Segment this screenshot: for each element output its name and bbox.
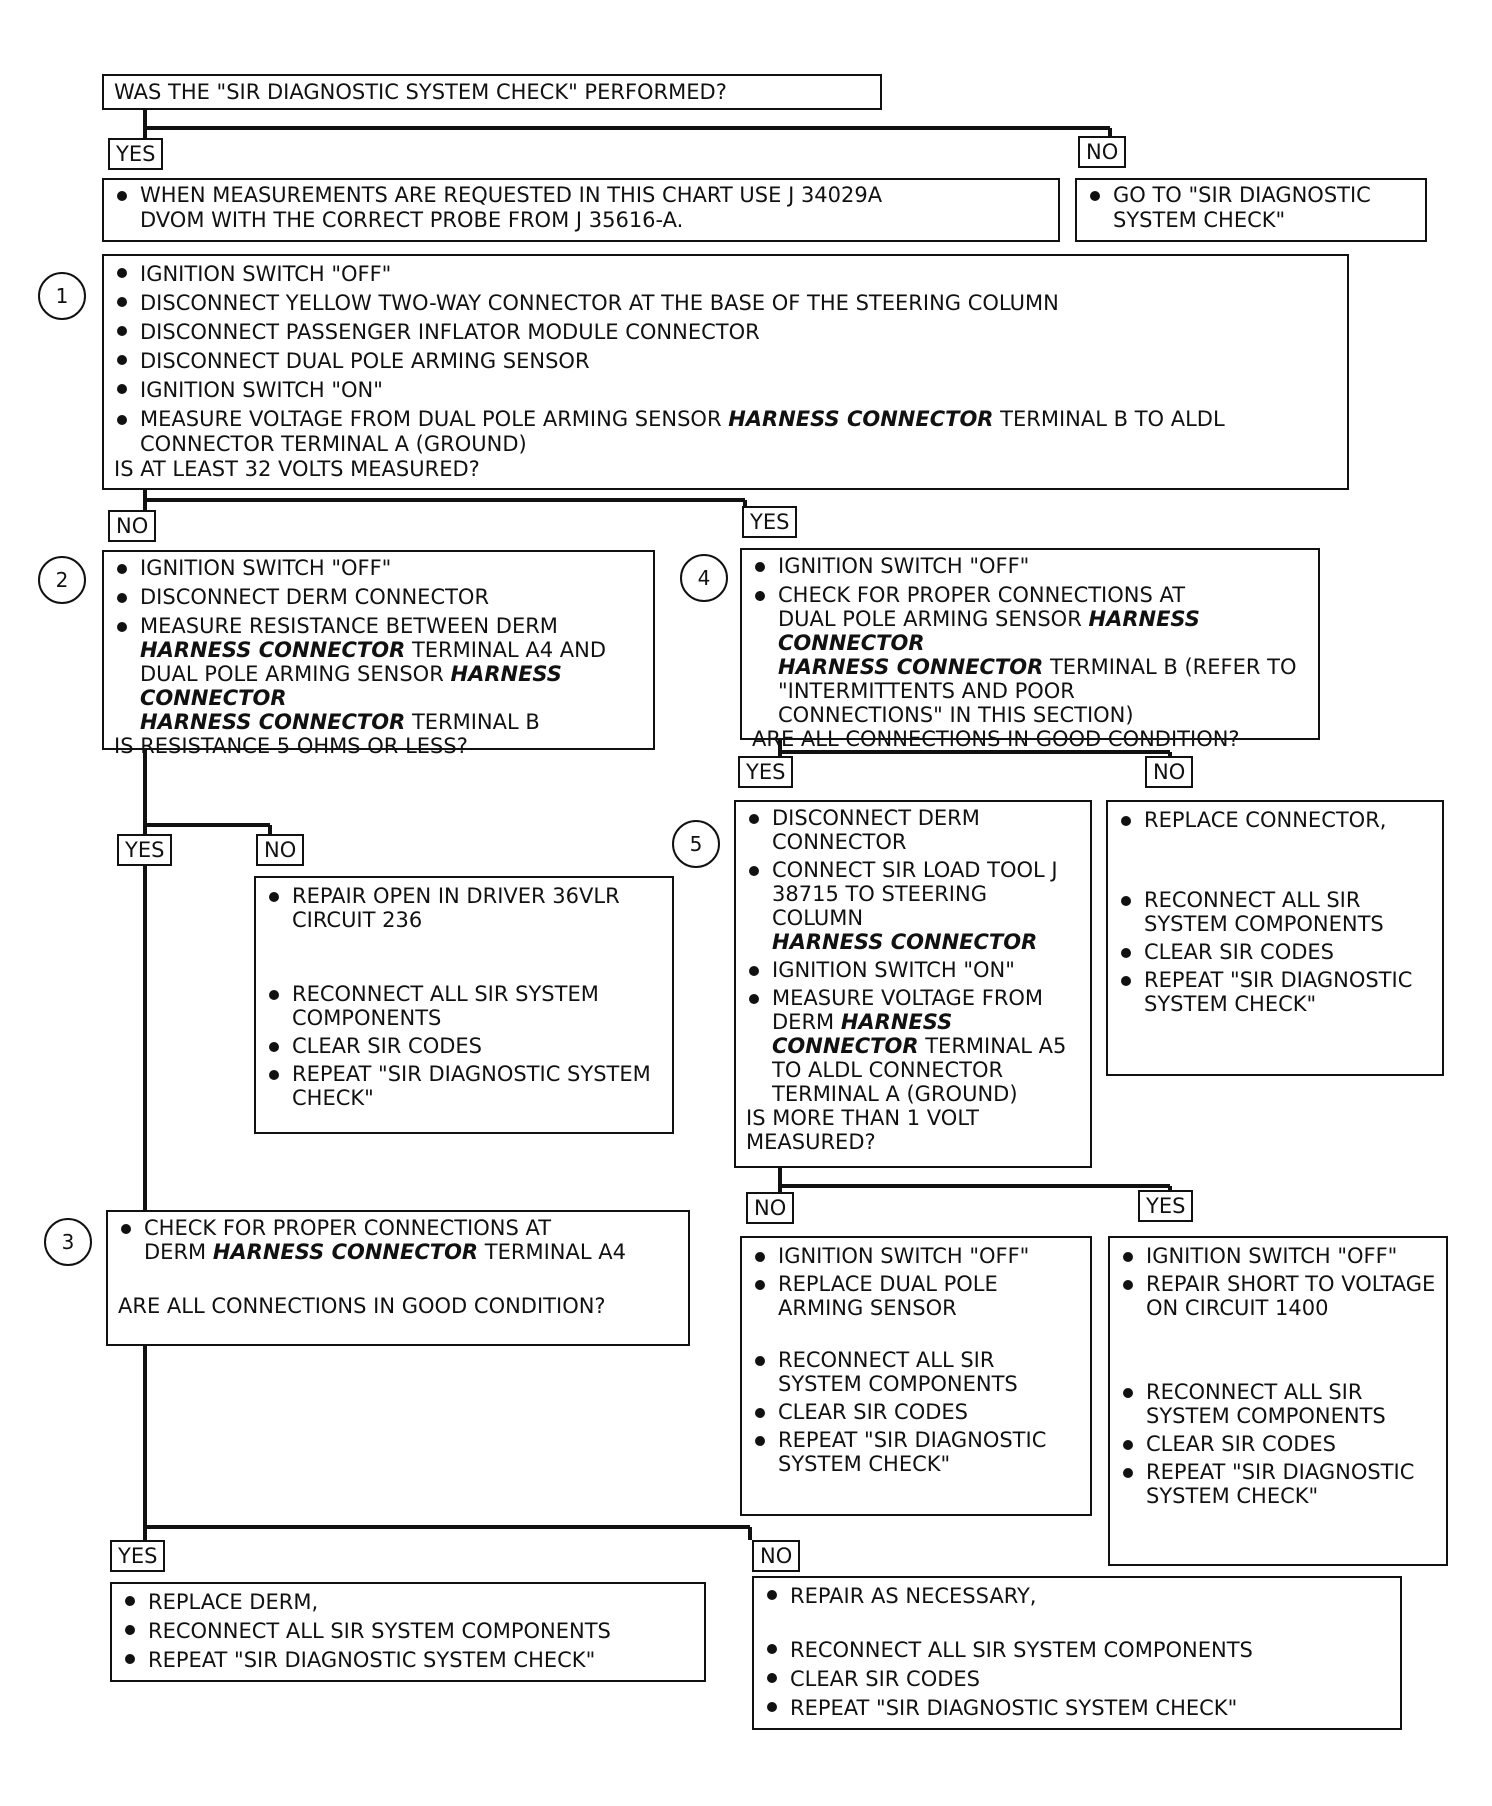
- step-4-item: IGNITION SWITCH "OFF": [752, 554, 1308, 578]
- repeat-check-item: REPEAT "SIR DIAGNOSTIC SYSTEM CHECK": [764, 1694, 1390, 1723]
- step-1-measure-item: MEASURE VOLTAGE FROM DUAL POLE ARMING SENSOR HARNESS CONNECTOR TERMINAL B TO ALDL CONNECTOR TERMINAL A (GROUND): [114, 407, 1337, 457]
- reconnect-item: RECONNECT ALL SIR SYSTEM COMPONENTS: [764, 1636, 1390, 1665]
- step-3-no-box: [752, 1576, 1402, 1730]
- step-1-item: DISCONNECT DUAL POLE ARMING SENSOR: [114, 347, 1337, 376]
- repeat-check-item: REPEAT "SIR DIAGNOSTIC SYSTEM CHECK": [752, 1428, 1080, 1476]
- step-4-yes-label: YES: [738, 756, 793, 788]
- step-1-item: IGNITION SWITCH "ON": [114, 376, 1337, 405]
- step-5-no-label: NO: [746, 1192, 794, 1224]
- step-4-no-label: NO: [1145, 756, 1193, 788]
- step-3-question: ARE ALL CONNECTIONS IN GOOD CONDITION?: [118, 1294, 606, 1318]
- repeat-check-item: REPEAT "SIR DIAGNOSTIC SYSTEM CHECK": [1120, 1460, 1436, 1508]
- step-2-yes-label: YES: [117, 834, 172, 866]
- repair-open-item: REPAIR OPEN IN DRIVER 36VLR CIRCUIT 236: [266, 884, 662, 932]
- step-5-item: DISCONNECT DERM CONNECTOR: [746, 806, 1080, 854]
- step-5-measure-item: MEASURE VOLTAGE FROM DERM HARNESS CONNECTOR TERMINAL A5 TO ALDL CONNECTOR TERMINAL A (GROUND): [746, 986, 1080, 1106]
- step-2-box: [102, 550, 655, 758]
- step-5-item: IGNITION SWITCH "ON": [746, 958, 1080, 982]
- step-5-box: [734, 800, 1092, 1168]
- step-4-check-item: CHECK FOR PROPER CONNECTIONS AT DUAL POLE ARMING SENSOR HARNESS CONNECTOR HARNESS CONNECTOR TERMINAL B (REFER TO "INTERMITTENTS AND POOR CONNECTIONS" IN THIS SECTION): [752, 583, 1308, 727]
- title-box: [102, 74, 882, 110]
- step-1-item: DISCONNECT PASSENGER INFLATOR MODULE CONNECTOR: [114, 318, 1337, 347]
- top-no-label: NO: [1078, 136, 1126, 168]
- step-number-1: 1: [38, 272, 86, 320]
- step-2-question: IS RESISTANCE 5 OHMS OR LESS?: [114, 734, 468, 758]
- step-5-no-box: [740, 1236, 1092, 1516]
- reconnect-item: RECONNECT ALL SIR SYSTEM COMPONENTS: [1118, 888, 1432, 936]
- step-1-item: DISCONNECT YELLOW TWO-WAY CONNECTOR AT THE BASE OF THE STEERING COLUMN: [114, 289, 1337, 318]
- replace-sensor-item: REPLACE DUAL POLE ARMING SENSOR: [752, 1272, 1080, 1320]
- repeat-check-item: REPEAT "SIR DIAGNOSTIC SYSTEM CHECK": [266, 1062, 662, 1110]
- step-4-question: ARE ALL CONNECTIONS IN GOOD CONDITION?: [752, 727, 1240, 751]
- step-1-no-label: NO: [108, 510, 156, 542]
- step-1-box: [102, 254, 1349, 490]
- clear-codes-item: CLEAR SIR CODES: [752, 1400, 1080, 1424]
- ignition-off-item: IGNITION SWITCH "OFF": [752, 1244, 1080, 1268]
- repeat-check-item: REPEAT "SIR DIAGNOSTIC SYSTEM CHECK": [1118, 968, 1432, 1016]
- clear-codes-item: CLEAR SIR CODES: [764, 1665, 1390, 1694]
- step-number-4: 4: [680, 554, 728, 602]
- repair-as-necessary-item: REPAIR AS NECESSARY,: [764, 1582, 1390, 1611]
- repeat-check-item: REPEAT "SIR DIAGNOSTIC SYSTEM CHECK": [122, 1646, 694, 1675]
- step-number-3: 3: [44, 1218, 92, 1266]
- clear-codes-item: CLEAR SIR CODES: [266, 1034, 662, 1058]
- step-2-item: IGNITION SWITCH "OFF": [114, 556, 643, 580]
- ignition-off-item: IGNITION SWITCH "OFF": [1120, 1244, 1436, 1268]
- step-number-5: 5: [672, 820, 720, 868]
- step-3-check-item: CHECK FOR PROPER CONNECTIONS AT DERM HARNESS CONNECTOR TERMINAL A4: [118, 1216, 678, 1264]
- step-4-box: [740, 548, 1320, 751]
- step-5-item: CONNECT SIR LOAD TOOL J 38715 TO STEERING COLUMN HARNESS CONNECTOR: [746, 858, 1080, 954]
- step-3-no-label: NO: [752, 1540, 800, 1572]
- step-4-no-box: [1106, 800, 1444, 1076]
- clear-codes-item: CLEAR SIR CODES: [1118, 940, 1432, 964]
- goto-system-check-item: GO TO "SIR DIAGNOSTIC SYSTEM CHECK": [1087, 183, 1415, 233]
- step-3-box: [106, 1210, 690, 1346]
- replace-connector-item: REPLACE CONNECTOR,: [1118, 808, 1432, 832]
- reconnect-item: RECONNECT ALL SIR SYSTEM COMPONENTS: [266, 982, 662, 1030]
- page-title: WAS THE "SIR DIAGNOSTIC SYSTEM CHECK" PERFORMED?: [114, 80, 727, 104]
- step-2-no-label: NO: [256, 834, 304, 866]
- step-1-item: IGNITION SWITCH "OFF": [114, 260, 1337, 289]
- reconnect-item: RECONNECT ALL SIR SYSTEM COMPONENTS: [1120, 1380, 1436, 1428]
- step-5-question: IS MORE THAN 1 VOLT MEASURED?: [746, 1106, 979, 1154]
- step-2-measure-item: MEASURE RESISTANCE BETWEEN DERM HARNESS CONNECTOR TERMINAL A4 AND DUAL POLE ARMING SENSOR HARNESS CONNECTOR HARNESS CONNECTOR TERMINAL B: [114, 614, 643, 734]
- top-yes-label: YES: [108, 138, 163, 170]
- clear-codes-item: CLEAR SIR CODES: [1120, 1432, 1436, 1456]
- measurement-note-item: WHEN MEASUREMENTS ARE REQUESTED IN THIS CHART USE J 34029A DVOM WITH THE CORRECT PROBE FROM J 35616-A.: [114, 183, 1048, 233]
- step-2-item: DISCONNECT DERM CONNECTOR: [114, 585, 643, 609]
- reconnect-item: RECONNECT ALL SIR SYSTEM COMPONENTS: [752, 1348, 1080, 1396]
- step-1-yes-label: YES: [742, 506, 797, 538]
- step-3-yes-label: YES: [110, 1540, 165, 1572]
- replace-derm-item: REPLACE DERM,: [122, 1588, 694, 1617]
- reconnect-item: RECONNECT ALL SIR SYSTEM COMPONENTS: [122, 1617, 694, 1646]
- step-5-yes-box: [1108, 1236, 1448, 1566]
- step-5-yes-label: YES: [1138, 1190, 1193, 1222]
- step-2-no-box: [254, 876, 674, 1134]
- step-number-2: 2: [38, 556, 86, 604]
- goto-system-check-box: [1075, 178, 1427, 242]
- measurement-note-box: [102, 178, 1060, 242]
- step-3-yes-box: [110, 1582, 706, 1682]
- repair-short-item: REPAIR SHORT TO VOLTAGE ON CIRCUIT 1400: [1120, 1272, 1436, 1320]
- step-1-question: IS AT LEAST 32 VOLTS MEASURED?: [114, 457, 480, 481]
